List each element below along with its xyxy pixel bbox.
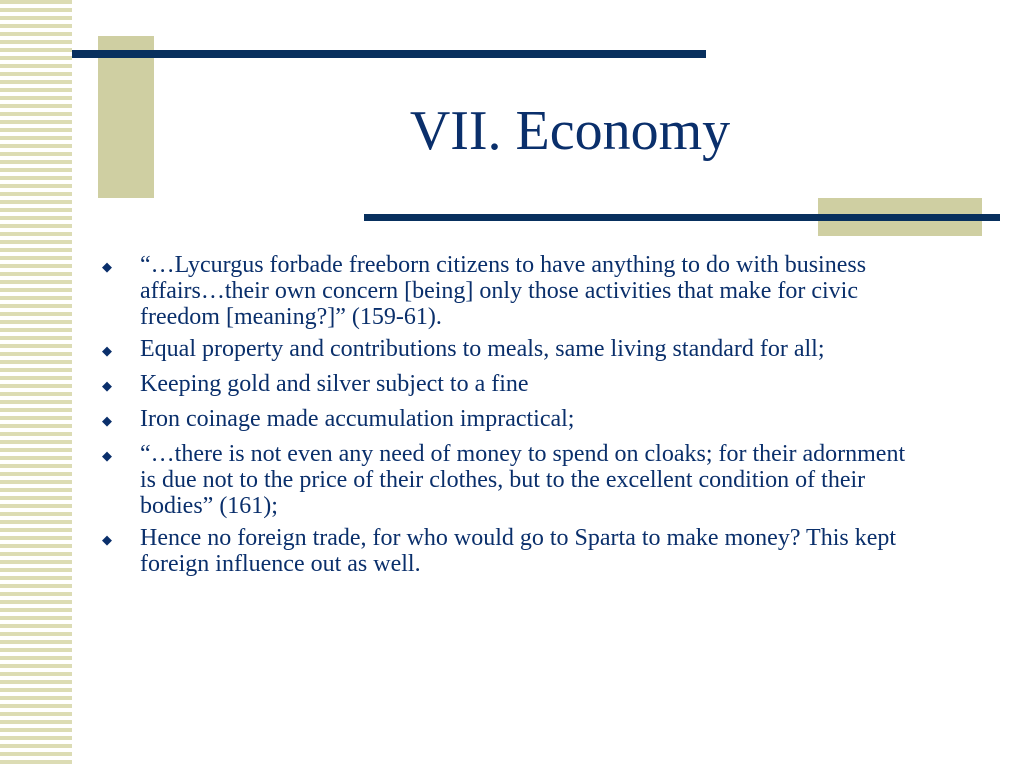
bullet-item [102, 371, 922, 400]
tan-accent-vertical [98, 36, 154, 198]
diamond-bullet-icon: ◆ [102, 448, 112, 463]
diamond-bullet-icon: ◆ [102, 343, 112, 358]
bullet-item [102, 252, 922, 330]
bullet-item [102, 441, 922, 519]
bullet-item [102, 525, 922, 577]
diamond-bullet-icon: ◆ [102, 259, 112, 274]
bullet-text: Hence no foreign trade, for who would go to Sparta to make money? This kept foreign influence out as well. [140, 525, 897, 577]
diamond-bullet-icon: ◆ [102, 532, 112, 547]
bullet-item [102, 406, 922, 435]
bullet-text: Keeping gold and silver subject to a fine [140, 371, 529, 397]
diamond-bullet-icon: ◆ [102, 413, 112, 428]
bullet-list [102, 252, 922, 583]
diamond-bullet-icon: ◆ [102, 378, 112, 393]
slide-title: VII. Economy [409, 100, 731, 162]
top-divider-bar [72, 50, 706, 58]
bullet-text: Equal property and contributions to meals, same living standard for all; [140, 336, 825, 362]
bullet-item [102, 336, 922, 365]
bottom-divider-bar [364, 214, 1000, 221]
bullet-text: “…Lycurgus forbade freeborn citizens to have anything to do with business affairs…their own concern [being] only those activities that make for civic freedom [meaning?]” (159-61). [140, 252, 867, 330]
left-stripe-decoration [0, 0, 72, 768]
bullet-text: “…there is not even any need of money to spend on cloaks; for their adornment is due not to the price of their clothes, but to the excellent condition of their bodies” (161); [140, 441, 906, 519]
bullet-text: Iron coinage made accumulation impractical; [140, 406, 575, 432]
